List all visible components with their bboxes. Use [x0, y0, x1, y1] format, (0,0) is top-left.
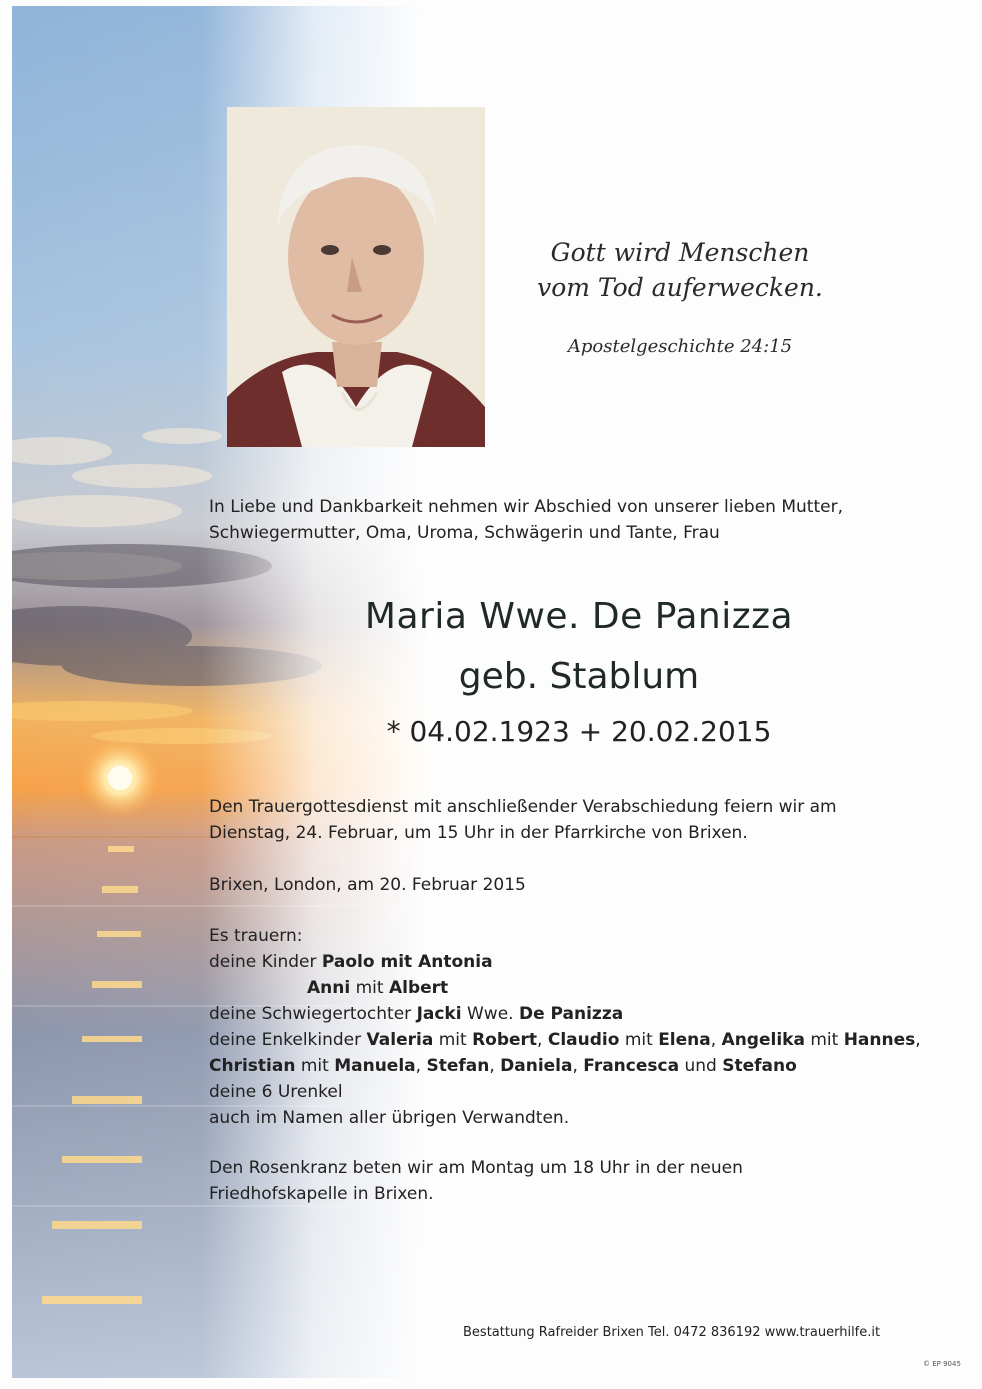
service-line-2: Dienstag, 24. Februar, um 15 Uhr in der Pfarrkirche von Brixen. — [209, 823, 748, 843]
funeral-home-footer: Bestattung Rafreider Brixen Tel. 0472 836192 www.trauerhilfe.it — [463, 1325, 881, 1340]
mourners-children-line-1: deine Kinder Paolo mit Antonia — [209, 952, 493, 972]
mourners-grandchildren-line-2: Christian mit Manuela, Stefan, Daniela, Francesca und Stefano — [209, 1056, 797, 1076]
funeral-service-text — [209, 794, 837, 846]
mourners-daughter-in-law: deine Schwiegertochter Jacki Wwe. De Panizza — [209, 1004, 624, 1024]
quote-reference: Apostelgeschichte 24:15 — [567, 336, 793, 357]
life-dates: * 04.02.1923 + 20.02.2015 — [386, 715, 772, 748]
mourners-others: auch im Namen aller übrigen Verwandten. — [209, 1108, 570, 1128]
rosary-text — [209, 1155, 743, 1207]
rosary-line-2: Friedhofskapelle in Brixen. — [209, 1184, 434, 1204]
intro-line-2: Schwiegermutter, Oma, Uroma, Schwägerin und Tante, Frau — [209, 523, 720, 543]
mourners-children-line-2: Anni mit Albert — [307, 978, 449, 998]
mourners-list — [209, 923, 921, 1131]
quote-line-1: Gott wird Menschen — [550, 238, 810, 267]
place-and-date: Brixen, London, am 20. Februar 2015 — [209, 875, 526, 895]
portrait-photo — [227, 107, 485, 447]
deceased-maiden-name: geb. Stablum — [458, 656, 700, 697]
intro-text — [209, 494, 843, 546]
deceased-name: Maria Wwe. De Panizza — [364, 596, 794, 637]
mourners-great-grandchildren: deine 6 Urenkel — [209, 1082, 343, 1102]
print-code: © EP 9045 — [923, 1360, 961, 1368]
mourners-heading: Es trauern: — [209, 926, 303, 946]
service-line-1: Den Trauergottesdienst mit anschließender Verabschiedung feiern wir am — [209, 797, 837, 817]
intro-line-1: In Liebe und Dankbarkeit nehmen wir Abschied von unserer lieben Mutter, — [209, 497, 843, 517]
quote-line-2: vom Tod auferwecken. — [537, 273, 823, 302]
rosary-line-1: Den Rosenkranz beten wir am Montag um 18 Uhr in der neuen — [209, 1158, 743, 1178]
mourners-grandchildren-line-1: deine Enkelkinder Valeria mit Robert, Claudio mit Elena, Angelika mit Hannes, — [209, 1030, 921, 1050]
